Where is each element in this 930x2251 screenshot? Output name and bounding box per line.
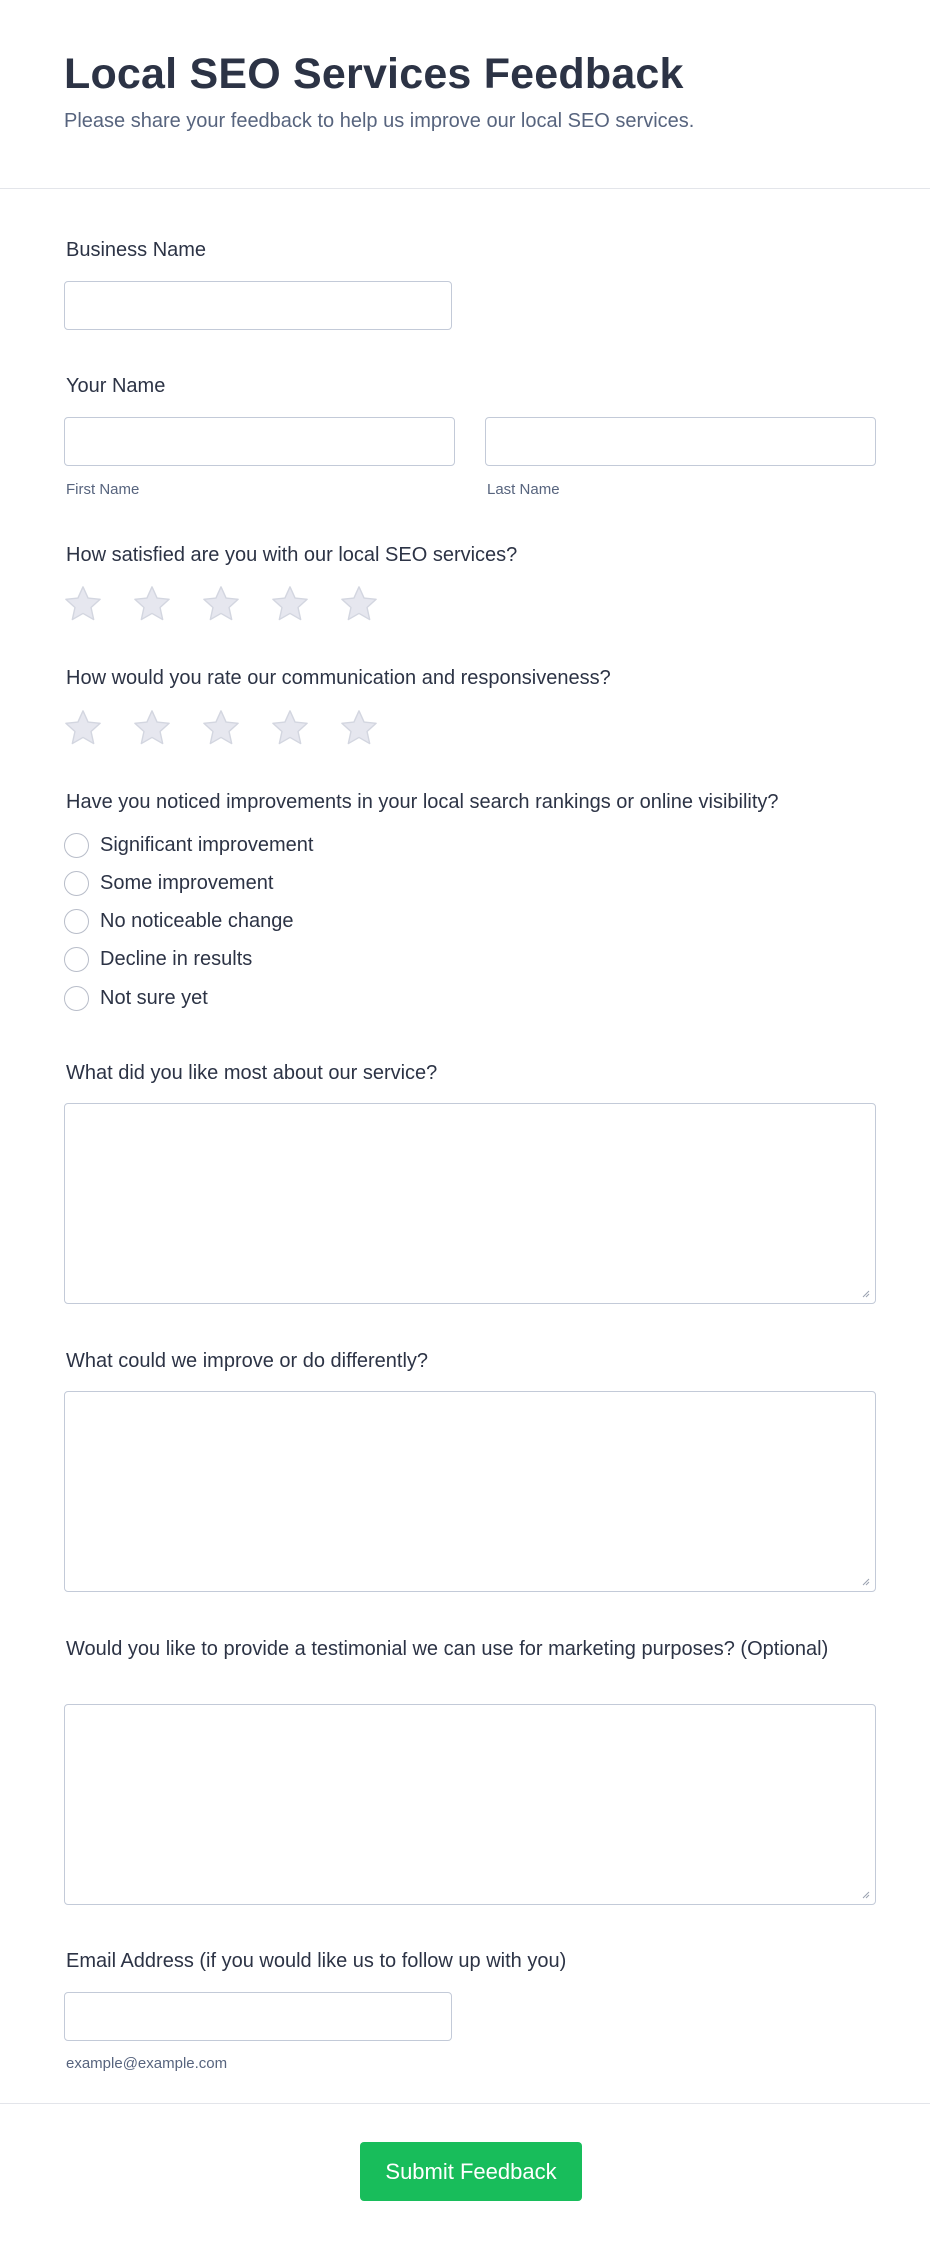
radio-circle[interactable] bbox=[64, 871, 89, 896]
star-icon[interactable] bbox=[200, 583, 242, 625]
business-name-input[interactable] bbox=[64, 281, 452, 330]
email-label: Email Address (if you would like us to follow up with you) bbox=[66, 1950, 567, 1972]
communication-rating bbox=[62, 707, 462, 749]
liked-most-textarea[interactable] bbox=[64, 1103, 876, 1304]
star-icon[interactable] bbox=[338, 583, 380, 625]
communication-label: How would you rate our communication and responsiveness? bbox=[66, 667, 611, 689]
radio-option-no-noticeable-change[interactable] bbox=[64, 907, 293, 935]
radio-option-significant-improvement[interactable] bbox=[64, 831, 313, 859]
star-icon[interactable] bbox=[200, 707, 242, 749]
radio-circle[interactable] bbox=[64, 909, 89, 934]
improve-textarea[interactable] bbox=[64, 1391, 876, 1592]
testimonial-label: Would you like to provide a testimonial we can use for marketing purposes? (Optional) bbox=[66, 1638, 829, 1660]
star-icon[interactable] bbox=[131, 707, 173, 749]
testimonial-textarea[interactable] bbox=[64, 1704, 876, 1905]
radio-circle[interactable] bbox=[64, 947, 89, 972]
form-header bbox=[0, 0, 930, 189]
first-name-sublabel: First Name bbox=[66, 481, 140, 498]
radio-option-decline-in-results[interactable] bbox=[64, 945, 252, 973]
last-name-input[interactable] bbox=[485, 417, 876, 466]
star-icon[interactable] bbox=[62, 707, 104, 749]
business-name-label: Business Name bbox=[66, 239, 207, 261]
footer-divider bbox=[0, 2103, 930, 2104]
radio-option-label: Not sure yet bbox=[100, 986, 208, 1009]
star-icon[interactable] bbox=[269, 707, 311, 749]
radio-option-label: Significant improvement bbox=[100, 833, 314, 856]
radio-option-not-sure-yet[interactable] bbox=[64, 984, 208, 1012]
liked-most-label: What did you like most about our service? bbox=[66, 1062, 438, 1084]
improve-label: What could we improve or do differently? bbox=[66, 1350, 429, 1372]
submit-feedback-button[interactable]: Submit Feedback bbox=[360, 2142, 582, 2201]
radio-circle[interactable] bbox=[64, 986, 89, 1011]
star-icon[interactable] bbox=[131, 583, 173, 625]
email-sublabel: example@example.com bbox=[66, 2055, 228, 2072]
radio-option-label: Some improvement bbox=[100, 871, 274, 894]
your-name-label: Your Name bbox=[66, 375, 166, 397]
form-subtitle: Please share your feedback to help us improve our local SEO services. bbox=[64, 110, 695, 132]
satisfaction-label: How satisfied are you with our local SEO services? bbox=[66, 544, 518, 566]
email-input[interactable] bbox=[64, 1992, 452, 2041]
star-icon[interactable] bbox=[62, 583, 104, 625]
resize-grip-icon[interactable] bbox=[860, 1889, 870, 1899]
improvements-label: Have you noticed improvements in your local search rankings or online visibility? bbox=[66, 791, 779, 813]
resize-grip-icon[interactable] bbox=[860, 1288, 870, 1298]
form-title: Local SEO Services Feedback bbox=[64, 50, 684, 98]
satisfaction-rating bbox=[62, 583, 462, 625]
first-name-input[interactable] bbox=[64, 417, 455, 466]
last-name-sublabel: Last Name bbox=[487, 481, 560, 498]
star-icon[interactable] bbox=[338, 707, 380, 749]
star-icon[interactable] bbox=[269, 583, 311, 625]
radio-option-some-improvement[interactable] bbox=[64, 869, 273, 897]
radio-option-label: Decline in results bbox=[100, 947, 253, 970]
radio-option-label: No noticeable change bbox=[100, 909, 294, 932]
radio-circle[interactable] bbox=[64, 833, 89, 858]
resize-grip-icon[interactable] bbox=[860, 1576, 870, 1586]
